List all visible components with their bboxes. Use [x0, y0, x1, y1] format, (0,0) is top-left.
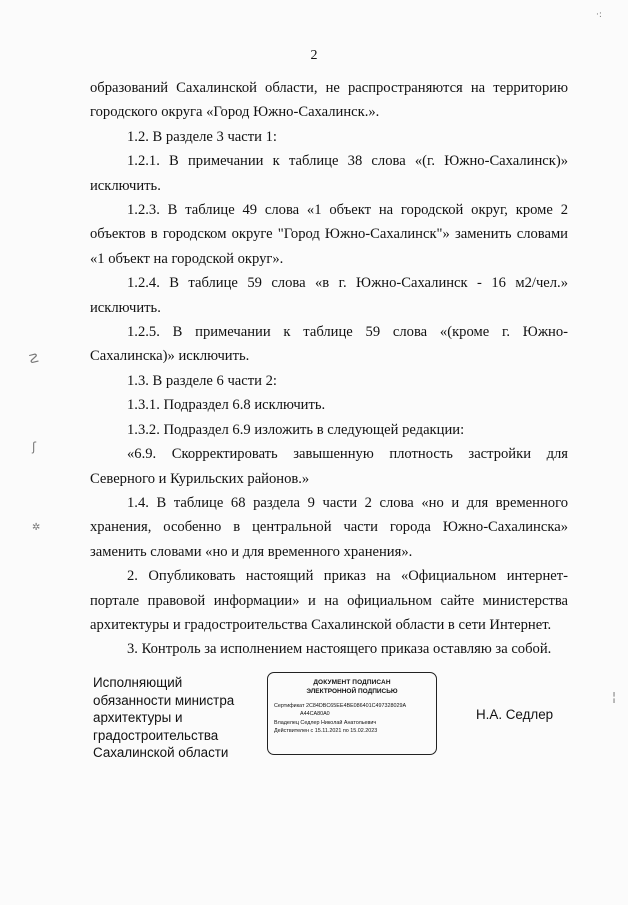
signatory-line: архитектуры и: [93, 710, 183, 726]
paragraph: 1.2.1. В примечании к таблице 38 слова «(г. Южно-Сахалинск)» исключить.: [90, 153, 568, 194]
paragraph: «6.9. Скорректировать завышенную плотность застройки для Северного и Курильских районов.»: [90, 446, 568, 487]
signatory-name: Н.А. Седлер: [476, 707, 554, 722]
stamp-validity: Действителен с 15.11.2021 по 15.02.2023: [274, 728, 378, 735]
paragraph: 1.4. В таблице 68 раздела 9 части 2 слова «но и для временного хранения, особенно в центральной части города Южно-Сахалинска» заменить словами «но и для временного хранения».: [90, 494, 568, 560]
paragraph: 3. Контроль за исполнением настоящего приказа оставляю за собой.: [127, 641, 552, 658]
paragraph: 1.2. В разделе 3 части 1:: [127, 128, 277, 145]
paragraph: образований Сахалинской области, не распространяются на территорию городского округа «Город Южно-Сахалинск.».: [90, 80, 568, 121]
scan-artifact: ✲: [32, 522, 41, 533]
paragraph: 1.3. В разделе 6 части 2:: [127, 372, 277, 389]
electronic-signature-stamp: [267, 672, 437, 755]
scan-artifact: ʃ: [32, 440, 37, 454]
stamp-owner: Владелец Седлер Николай Анатольевич: [274, 719, 377, 726]
signatory-position: [93, 674, 263, 762]
scan-artifact: ☡: [28, 352, 40, 367]
signatory-line: Исполняющий: [93, 675, 183, 690]
stamp-title: ДОКУМЕНТ ПОДПИСАН: [313, 679, 391, 686]
paragraph: 1.2.3. В таблице 49 слова «1 объект на городской округ, кроме 2 объектов в городском округе "Город Южно-Сахалинск"» заменить словами «1 объект на городской округ».: [90, 202, 568, 267]
scan-artifact: ¦: [612, 690, 617, 704]
document-body: [90, 76, 568, 662]
signatory-line: обязанности министра: [93, 692, 235, 708]
page-number: 2: [310, 48, 318, 63]
paragraph: 1.3.1. Подраздел 6.8 исключить.: [127, 397, 326, 414]
stamp-certificate-cont: A44CA80A0: [300, 711, 330, 718]
paragraph: 1.2.5. В примечании к таблице 59 слова «(кроме г. Южно-Сахалинска)» исключить.: [90, 324, 568, 365]
paragraph: 1.3.2. Подраздел 6.9 изложить в следующей редакции:: [127, 421, 465, 438]
paragraph: 1.2.4. В таблице 59 слова «в г. Южно-Сахалинск - 16 м2/чел.» исключить.: [90, 275, 568, 316]
signatory-line: градостроительства: [93, 727, 219, 743]
stamp-subtitle: ЭЛЕКТРОННОЙ ПОДПИСЬЮ: [306, 688, 398, 695]
paragraph: 2. Опубликовать настоящий приказ на «Официальном интернет-портале правовой информации» и на официальном сайте министерства архитектуры и градостроительства Сахалинской области в сети Интернет.: [90, 568, 568, 633]
scan-artifact: ·:: [596, 10, 602, 20]
stamp-certificate: Сертификат 2C84DBC65EE4BE086401C497328029A: [274, 703, 407, 709]
signatory-line: Сахалинской области: [93, 745, 229, 761]
